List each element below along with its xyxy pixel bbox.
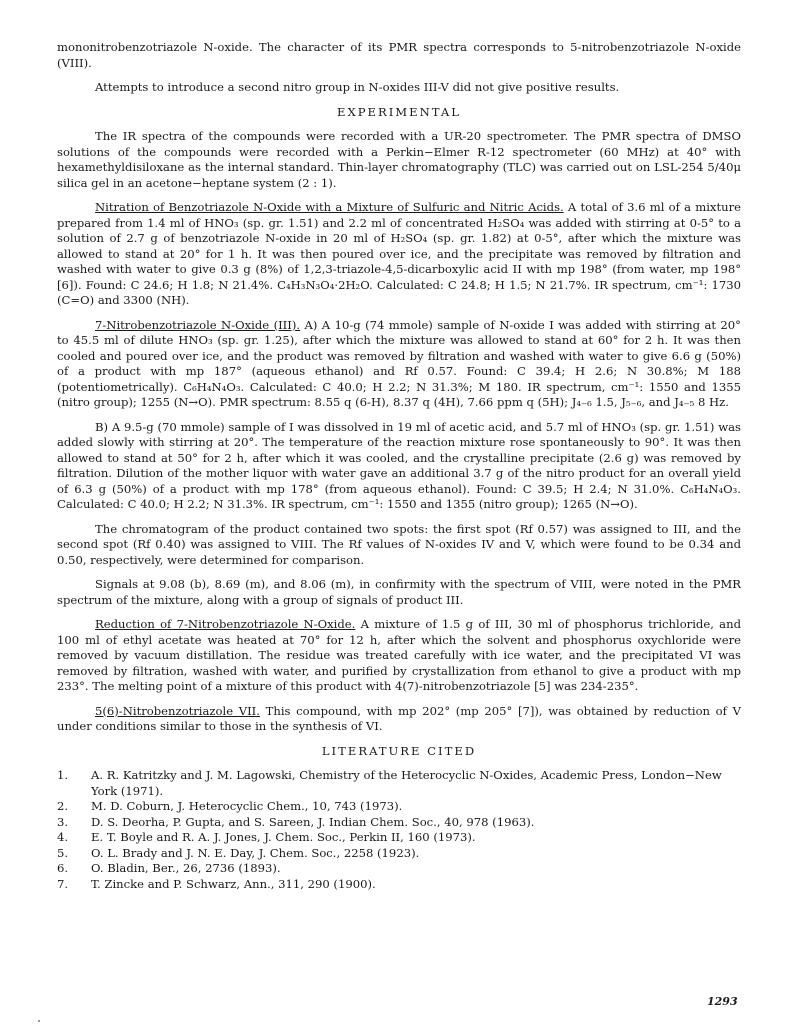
reference-text: T. Zincke and P. Schwarz, Ann., 311, 290 (1900).	[91, 876, 376, 891]
reference-number: 6.	[57, 861, 69, 875]
literature-heading: LITERATURE CITED	[321, 743, 477, 758]
reference-text: O. L. Brady and J. N. E. Day, J. Chem. Soc., 2258 (1923).	[91, 845, 420, 860]
reference-text: D. S. Deorha, P. Gupta, and S. Sareen, J. Indian Chem. Soc., 40, 978 (1963).	[91, 814, 535, 829]
chromatogram-paragraph: The chromatogram of the product contained two spots: the first spot (Rf 0.57) was assigned to III, and the second spot (Rf 0.40) was assigned to VIII. The Rf values of N-oxides IV and V, which were found to be 0.34 and 0.50, respectively, were determined for comparison.	[57, 521, 741, 567]
intro-paragraph-2: Attempts to introduce a second nitro group in N-oxides III-V did not give positive results.	[95, 80, 620, 94]
reference-item	[57, 877, 741, 893]
reference-item	[57, 768, 741, 799]
reference-text: A. R. Katritzky and J. M. Lagowski, Chemistry of the Heterocyclic N-Oxides, Academic Press, London−New York (1971).	[91, 768, 722, 798]
reference-item	[57, 799, 741, 815]
reference-text: O. Bladin, Ber., 26, 2736 (1893).	[91, 861, 281, 875]
seven-nitro-paragraph	[57, 318, 741, 411]
reference-text: E. T. Boyle and R. A. J. Jones, J. Chem. Soc., Perkin II, 160 (1973).	[91, 830, 476, 844]
reference-number: 5.	[57, 845, 69, 860]
seven-nitro-body: A) A 10-g (74 mmole) sample of N-oxide I was added with stirring at 20° to 45.5 ml of dilute HNO₃ (sp. gr. 1.25), after which the mixture was allowed to stand at 60° for 2 h. It was then cooled and poured over ice, and the product was removed by filtration and washed with water to give 6.6 g (50%) of a product with mp 187° (aqueous ethanol) and Rf 0.57. Found: C 39.4; H 2.6; N 30.8%; M 188 (potentiometrically). C₆H₄N₄O₃. Calculated: C 40.0; H 2.2; N 31.3%; M 180. IR spectrum, cm⁻¹: 1550 and 1355 (nitro group); 1255 (N→O). PMR spectrum: 8.55 q (6-H), 8.37 q (4H), 7.66 ppm q (5H); J₄₋₆ 1.5, J₅₋₆, and J₄₋₅ 8 Hz.	[57, 317, 741, 409]
five-six-paragraph	[57, 704, 741, 735]
signals-paragraph: Signals at 9.08 (b), 8.69 (m), and 8.06 (m), in confirmity with the spectrum of VIII, were noted in the PMR spectrum of the mixture, along with a group of signals of product III.	[57, 577, 741, 607]
intro-paragraph-1: mononitrobenzotriazole N-oxide. The character of its PMR spectra corresponds to 5-nitrobenzotriazole N-oxide (VIII).	[57, 40, 741, 70]
scan-speck	[38, 1020, 40, 1022]
reference-number: 1.	[57, 768, 69, 782]
seven-nitro-title: 7-Nitrobenzotriazole N-Oxide (III).	[95, 317, 301, 332]
instruments-paragraph: The IR spectra of the compounds were recorded with a UR-20 spectrometer. The PMR spectra of DMSO solutions of the compounds were recorded with a Perkin−Elmer R-12 spectrometer (60 MHz) at 40° with hexamethyldisiloxane as the internal standard. Thin-layer chromatography (TLC) was carried out on LSL-254 5/40μ silica gel in an acetone−heptane system (2 : 1).	[57, 129, 741, 190]
nitration-body: A total of 3.6 ml of a mixture prepared from 1.4 ml of HNO₃ (sp. gr. 1.51) and 2.2 ml of concentrated H₂SO₄ was added with stirring at 0-5° to a solution of 2.7 g of benzotriazole N-oxide in 20 ml of H₂SO₄ (sp. gr. 1.82) at 0-5°, after which the mixture was allowed to stand at 20° for 1 h. It was then poured over ice, and the precipitate was removed by filtration and washed with water to give 0.3 g (8%) of 1,2,3-triazole-4,5-dicarboxylic acid II with mp 198° (from water, mp 198° [6]). Found: C 24.6; H 1.8; N 21.4%. C₄H₃N₃O₄·2H₂O. Calculated: C 24.8; H 1.5; N 21.7%. IR spectrum, cm⁻¹: 1730 (C=O) and 3300 (NH).	[57, 200, 741, 307]
reduction-paragraph	[57, 617, 741, 695]
experimental-heading: EXPERIMENTAL	[337, 104, 461, 119]
method-b-paragraph: B) A 9.5-g (70 mmole) sample of I was dissolved in 19 ml of acetic acid, and 5.7 ml of HNO₃ (sp. gr. 1.51) was added slowly with stirring at 20°. The temperature of the reaction mixture rose spontaneously to 90°. It was then allowed to stand at 50° for 2 h, after which it was cooled, and the crystalline precipitate (2.6 g) was removed by filtration. Dilution of the mother liquor with water gave an additional 3.7 g of the nitro product for an overall yield of 6.3 g (50%) of a product with mp 178° (from aqueous ethanol). Found: C 39.5; H 2.4; N 31.0%. C₆H₄N₄O₃. Calculated: C 40.0; H 2.2; N 31.3%. IR spectrum, cm⁻¹: 1550 and 1355 (nitro group); 1265 (N→O).	[57, 419, 741, 511]
five-six-body: This compound, with mp 202° (mp 205° [7]), was obtained by reduction of V under conditions similar to those in the synthesis of VI.	[57, 703, 741, 733]
reference-number: 7.	[57, 876, 69, 891]
reference-text: M. D. Coburn, J. Heterocyclic Chem., 10, 743 (1973).	[91, 799, 403, 813]
reference-item	[57, 830, 741, 846]
reference-item	[57, 846, 741, 862]
nitration-title: Nitration of Benzotriazole N-Oxide with a Mixture of Sulfuric and Nitric Acids.	[95, 200, 564, 214]
reduction-title: Reduction of 7-Nitrobenzotriazole N-Oxide.	[95, 617, 356, 631]
reference-number: 2.	[57, 799, 69, 813]
five-six-title: 5(6)-Nitrobenzotriazole VII.	[95, 703, 260, 718]
page-body	[57, 40, 741, 892]
reduction-body: A mixture of 1.5 g of III, 30 ml of phosphorus trichloride, and 100 ml of ethyl acetate was heated at 70° for 12 h, after which the solvent and phosphorus oxychloride were removed by vacuum distillation. The residue was treated carefully with ice water, and the precipitated VI was removed by filtration, washed with water, and purified by crystallization from ethanol to give a product with mp 233°. The melting point of a mixture of this product with 4(7)-nitrobenzotriazole [5] was 234-235°.	[57, 617, 741, 693]
reference-item	[57, 815, 741, 831]
reference-list	[57, 768, 741, 892]
reference-item	[57, 861, 741, 877]
nitration-paragraph	[57, 200, 741, 309]
reference-number: 3.	[57, 814, 69, 829]
reference-number: 4.	[57, 830, 69, 844]
page-number: 1293	[707, 995, 738, 1008]
